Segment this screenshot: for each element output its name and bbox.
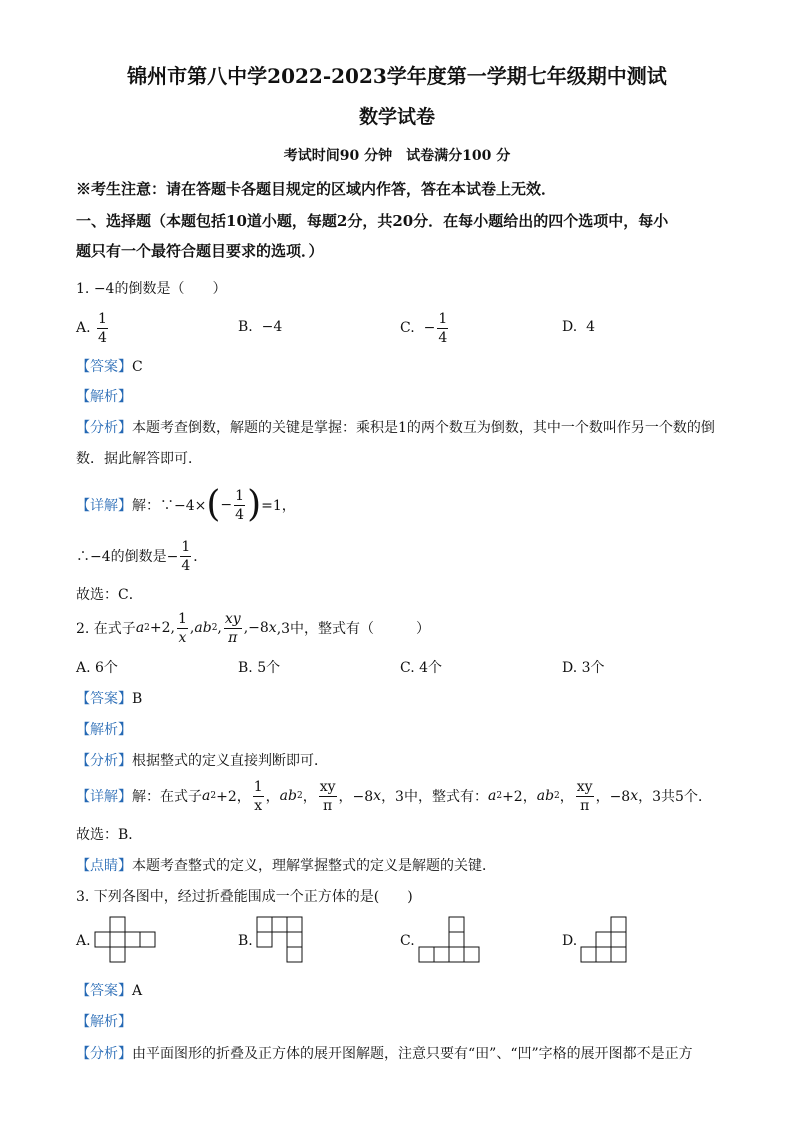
q3-stem: 3. 下列各图中，经过折叠能围成一个正方体的是( ) bbox=[76, 889, 413, 905]
q2-option-c: C. 4个 bbox=[400, 660, 443, 676]
q2-choose: 故选：B． bbox=[76, 827, 143, 843]
q1-stem: 1. −4的倒数是（ ） bbox=[76, 281, 227, 297]
q2-stem: 2. 在式子 a 2 +2, $\frac{1}{x}$ , ab 2 , $\frac{xy}{\pi}$ ,−8 x ,3中 ，整式有（ ） bbox=[76, 610, 431, 646]
q1-option-b: B. −4 bbox=[238, 319, 283, 335]
q2-option-a: A. 6个 bbox=[76, 660, 118, 676]
q1-choose: 故选：C． bbox=[76, 587, 143, 603]
q1-fenxi-line1: 【分析】本题考查倒数，解题的关键是掌握：乘积是1的两个数互为倒数，其中一个数叫作另一个数的倒 bbox=[76, 420, 715, 436]
q1-option-a: A. $\frac{1}{4}$ bbox=[76, 310, 107, 346]
q1-answer: 【答案】C bbox=[76, 359, 143, 375]
q1-therefore: ∴−4的倒数是− $\frac{1}{4}$ ． bbox=[76, 538, 208, 574]
exam-subtitle: 数学试卷 bbox=[358, 106, 435, 128]
q2-detail: 【详解】 解：在式子 a 2 +2， $\frac{1}{x}$ ， ab 2 ， $\frac{xy}{\pi}$ ，−8 x ，3 中，整式有： a 2 +2， ab 2 ， $\frac{xy}{\pi}$ ，−8 x ， 3共5个． bbox=[76, 778, 712, 814]
q2-option-d: D. 3个 bbox=[562, 660, 605, 676]
q3-option-c-label: C. bbox=[400, 933, 415, 949]
q1-option-d: D. 4 bbox=[562, 319, 596, 335]
q2-point: 【点睛】本题考查整式的定义，理解掌握整式的定义是解题的关键． bbox=[76, 858, 496, 874]
q1-detail: 【详解】 解：∵−4× ( − $\frac{1}{4}$ ) =1， bbox=[76, 484, 296, 525]
q3-fenxi: 【分析】由平面图形的折叠及正方体的展开图解题，注意只要有“田”、“凹”字格的展开图都不是正方 bbox=[76, 1046, 693, 1062]
q2-answer: 【答案】B bbox=[76, 691, 143, 707]
exam-title: 锦州市第八中学2022-2023学年度第一学期七年级期中测试 bbox=[127, 64, 667, 88]
q3-net-b bbox=[256, 916, 308, 966]
q1-fenxi-line2: 数．据此解答即可． bbox=[76, 451, 202, 467]
exam-info: 考试时间90 分钟 试卷满分100 分 bbox=[283, 148, 511, 164]
q3-analysis-tag: 【解析】 bbox=[76, 1014, 132, 1030]
q3-net-d bbox=[580, 916, 632, 966]
q3-answer: 【答案】A bbox=[76, 983, 143, 999]
section-heading-line2: 题只有一个最符合题目要求的选项．） bbox=[76, 242, 324, 260]
q3-net-a bbox=[94, 916, 160, 966]
q3-option-b-label: B. bbox=[238, 933, 253, 949]
q3-net-c bbox=[418, 916, 484, 966]
q1-option-c: C. − $\frac{1}{4}$ bbox=[400, 310, 448, 346]
q3-option-d-label: D. bbox=[562, 933, 578, 949]
q2-analysis-tag: 【解析】 bbox=[76, 722, 132, 738]
q1-analysis-tag: 【解析】 bbox=[76, 389, 132, 405]
notice: ※考生注意：请在答题卡各题目规定的区域内作答，答在本试卷上无效． bbox=[76, 180, 557, 198]
q3-option-a-label: A. bbox=[76, 933, 91, 949]
q2-option-b: B. 5个 bbox=[238, 660, 281, 676]
section-heading-line1: 一、选择题（本题包括10道小题，每题2分，共20分．在每小题给出的四个选项中，每小 bbox=[76, 212, 669, 230]
q2-fenxi: 【分析】根据整式的定义直接判断即可． bbox=[76, 753, 328, 769]
